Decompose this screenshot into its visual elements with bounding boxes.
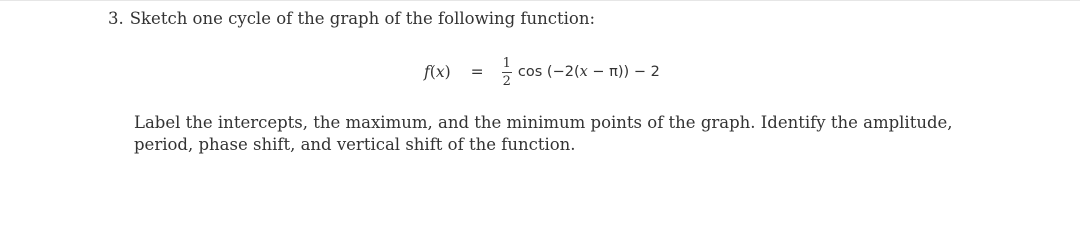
instructions-line-2: period, phase shift, and vertical shift of the function.: [134, 135, 576, 154]
fraction-numerator: 1: [502, 55, 511, 71]
lhs-open-paren: (: [429, 63, 436, 81]
lhs-close-paren: ): [444, 63, 451, 81]
rhs-prefix: cos (−2(: [517, 64, 580, 80]
coefficient-fraction: [502, 57, 512, 88]
problem-prompt: Sketch one cycle of the graph of the following function:: [129, 9, 596, 28]
problem-number: 3.: [108, 9, 124, 28]
fraction-denominator: 2: [502, 73, 511, 89]
formula-rhs: [518, 64, 660, 80]
problem-statement: [108, 9, 595, 28]
instructions-text: [134, 112, 1034, 156]
instructions-line-1: Label the intercepts, the maximum, and the minimum points of the graph. Identify the amplitude,: [134, 113, 953, 132]
equals-sign: =: [470, 63, 484, 81]
rhs-variable: x: [579, 64, 588, 80]
rhs-suffix: − π)) − 2: [587, 64, 660, 80]
function-name: f: [424, 63, 430, 81]
fraction-bar: [502, 72, 512, 73]
formula-lhs: [424, 63, 451, 81]
function-formula: [424, 47, 660, 97]
lhs-variable: x: [435, 63, 445, 81]
